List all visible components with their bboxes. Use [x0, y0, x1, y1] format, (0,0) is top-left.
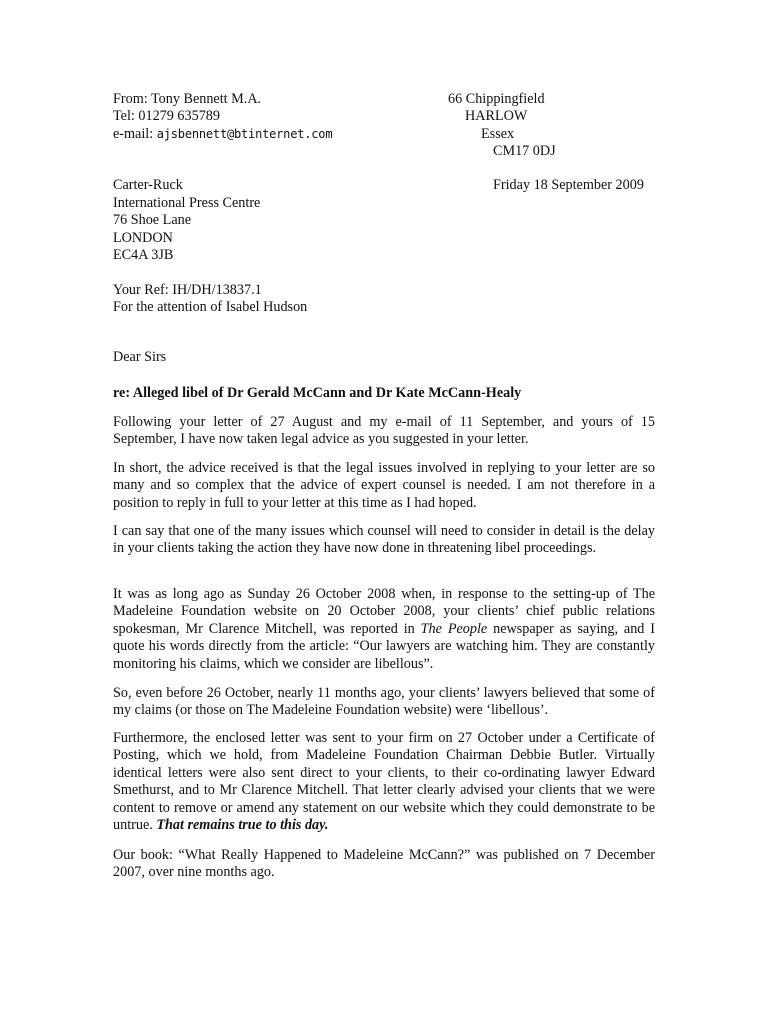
paragraph-3: I can say that one of the many issues which counsel will need to consider in detail is the delay in your clients taking the action they have now done in threatening libel proceedings. [113, 523, 655, 557]
subject-heading: re: Alleged libel of Dr Gerald McCann and Dr Kate McCann-Healy [113, 385, 522, 401]
paragraph-4-text-end: newspaper as saying, and I quote his words directly from the article: “Our lawyers are watching him. They are constantly monitoring his claims, which we consider are libellous”. [113, 620, 656, 672]
paragraph-4-text-start: It was as long ago as Sunday 26 October 2008 when, in response to the setting-up of The Madeleine Foundation website on 20 October 2008, your clients’ chief public relations spokesman, Mr Clarence Mitchell, was reported in [113, 586, 655, 637]
sender-address-postcode: CM17 0DJ [493, 143, 556, 159]
paragraph-6 [113, 730, 655, 834]
attention-line: For the attention of Isabel Hudson [113, 299, 308, 315]
recipient-line1: Carter-Ruck [113, 177, 183, 193]
paragraph-1: Following your letter of 27 August and my e-mail of 11 September, and yours of 15 September, I have now taken legal advice as you suggested in your letter. [113, 414, 655, 448]
sender-address-line2: HARLOW [465, 108, 528, 124]
sender-email-line [113, 126, 332, 143]
sender-address-line3: Essex [481, 126, 515, 142]
your-reference: Your Ref: IH/DH/13837.1 [113, 282, 262, 298]
recipient-line5: EC4A 3JB [113, 247, 174, 263]
salutation: Dear Sirs [113, 349, 167, 365]
recipient-line3: 76 Shoe Lane [113, 212, 192, 228]
paragraph-6-text: Furthermore, the enclosed letter was sent to your firm on 27 October under a Certificate of Posting, which we hold, from Madeleine Foundation Chairman Debbie Butler. Virtually identical letters were also sent direct to your clients, to their co-ordinating lawyer Edward Smethurst, and to Mr Clarence Mitchell. That letter clearly advised your clients that we were content to remove or amend any statement on our website which they could demonstrate to be untrue. [113, 730, 655, 834]
paragraph-5: So, even before 26 October, nearly 11 months ago, your clients’ lawyers believed that some of my claims (or those on The Madeleine Foundation website) were ‘libellous’. [113, 685, 655, 719]
email-prefix: e-mail: [113, 126, 157, 142]
sender-email: ajsbennett@btinternet.com [156, 127, 333, 141]
recipient-line2: International Press Centre [113, 195, 261, 211]
paragraph-7: Our book: “What Really Happened to Madeleine McCann?” was published on 7 December 2007, over nine months ago. [113, 847, 655, 881]
letter-date: Friday 18 September 2009 [493, 177, 644, 193]
recipient-line4: LONDON [113, 230, 173, 246]
sender-tel-line: Tel: 01279 635789 [113, 108, 220, 124]
newspaper-title: The People [420, 620, 488, 637]
paragraph-6-emphasis: That remains true to this day. [156, 817, 329, 834]
sender-address-line1: 66 Chippingfield [448, 91, 545, 107]
sender-from-line: From: Tony Bennett M.A. [113, 91, 262, 107]
paragraph-4 [113, 586, 655, 673]
paragraph-2: In short, the advice received is that the legal issues involved in replying to your letter are so many and so complex that the advice of expert counsel is needed. I am not therefore in a position to reply in full to your letter at this time as I had hoped. [113, 460, 655, 511]
